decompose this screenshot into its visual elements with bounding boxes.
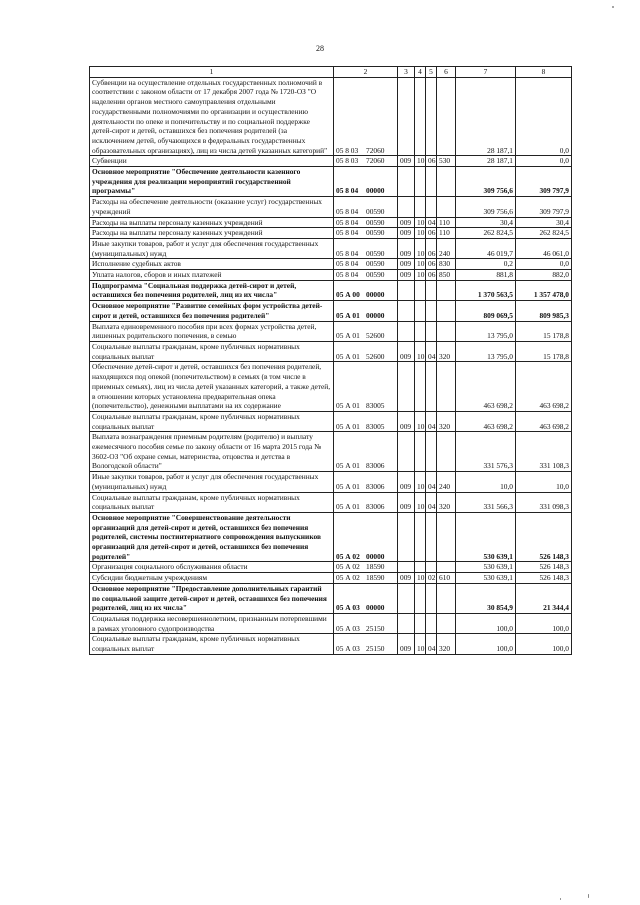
expense-type-cell: 320 [437,341,456,361]
amount-year1-cell: 809 069,5 [456,301,516,321]
expense-type-cell: 610 [437,573,456,584]
table-row [90,583,572,613]
expense-type-cell [437,280,456,300]
amount-year2-cell: 526 148,3 [516,562,572,573]
subsection-code-cell [426,301,437,321]
target-code-cell [334,411,398,431]
program-code: 05 А 01 [336,461,360,471]
row-name-cell: Социальная поддержка несовершеннолетним, признанным потерпевшими в рамках уголовного судопроизводства [90,613,334,633]
department-code-cell: 009 [398,573,415,584]
program-code: 05 А 03 [336,603,360,613]
target-code-cell [334,613,398,633]
section-code-cell [415,583,426,613]
amount-year2-cell: 309 797,9 [516,197,572,217]
scan-speck [560,898,561,900]
column-header: 1 [90,67,334,78]
table-row [90,613,572,633]
row-name-cell: Субсидии бюджетным учреждениям [90,573,334,584]
section-code-cell: 10 [415,217,426,228]
section-code-cell [415,280,426,300]
amount-year2-cell: 15 178,8 [516,341,572,361]
table-row [90,341,572,361]
target-code-cell [334,634,398,654]
target-code-cell [334,259,398,270]
row-name-cell: Расходы на выплаты персоналу казенных учреждений [90,228,334,239]
section-code-cell: 10 [415,270,426,281]
page-number: 28 [316,44,324,53]
target-code-cell [334,341,398,361]
row-name-cell: Субвенции на осуществление отдельных государственных полномочий в соответствии с законом области от 17 декабря 2007 года № 1720-ОЗ "О наделении органов местного самоуправления отдельными государственными полномочиями по организации и осуществлению деятельности по опеке и попечительству и по социальной поддержке детей-сирот и детей, оставшихся без попечения родителей (за исключением детей, обучающихся в федеральных государственных образовательных организациях), лиц из числа детей указанных категорий" [90,77,334,156]
amount-year2-cell: 0,0 [516,156,572,167]
amount-year2-cell: 331 108,3 [516,432,572,472]
column-header: 4 [415,67,426,78]
expense-type-cell [437,167,456,197]
target-code-cell [334,280,398,300]
table-row [90,77,572,156]
direction-code: 52600 [366,351,385,361]
amount-year1-cell: 530 639,1 [456,573,516,584]
row-name-cell: Основное мероприятие "Обеспечение деятельности казенного учреждения для реализации мероприятий государственной программы" [90,167,334,197]
department-code-cell: 009 [398,238,415,258]
direction-code: 00000 [366,603,385,613]
department-code-cell [398,613,415,633]
amount-year2-cell: 15 178,8 [516,321,572,341]
subsection-code-cell: 06 [426,238,437,258]
amount-year1-cell: 881,8 [456,270,516,281]
department-code-cell: 009 [398,341,415,361]
program-code: 05 8 04 [336,270,359,280]
program-code: 05 А 01 [336,310,360,320]
section-code-cell [415,362,426,412]
table-row [90,573,572,584]
amount-year1-cell: 28 187,1 [456,156,516,167]
program-code: 05 8 04 [336,248,359,258]
subsection-code-cell [426,280,437,300]
direction-code: 83005 [366,421,385,431]
direction-code: 52600 [366,331,385,341]
table-row [90,270,572,281]
row-name-cell: Субвенции [90,156,334,167]
subsection-code-cell: 06 [426,270,437,281]
amount-year2-cell: 463 698,2 [516,411,572,431]
amount-year2-cell: 526 148,3 [516,512,572,562]
column-header: 5 [426,67,437,78]
row-name-cell: Подпрограмма "Социальная поддержка детей-сирот и детей, оставшихся без попечения родителей, лиц из их числа" [90,280,334,300]
expense-type-cell [437,362,456,412]
department-code-cell: 009 [398,156,415,167]
direction-code: 00000 [366,290,385,300]
expense-type-cell [437,197,456,217]
row-name-cell: Расходы на выплаты персоналу казенных учреждений [90,217,334,228]
amount-year2-cell: 1 357 478,0 [516,280,572,300]
expense-type-cell: 320 [437,411,456,431]
direction-code: 00590 [366,228,385,238]
amount-year1-cell: 309 756,6 [456,167,516,197]
table-row [90,280,572,300]
table-header-row [90,67,572,78]
expense-type-cell: 240 [437,238,456,258]
expense-type-cell: 320 [437,634,456,654]
target-code-cell [334,472,398,492]
section-code-cell [415,321,426,341]
section-code-cell: 10 [415,472,426,492]
department-code-cell [398,362,415,412]
program-code: 05 А 03 [336,623,360,633]
amount-year2-cell: 30,4 [516,217,572,228]
direction-code: 18590 [366,573,385,583]
department-code-cell: 009 [398,492,415,512]
section-code-cell [415,167,426,197]
subsection-code-cell [426,432,437,472]
department-code-cell [398,432,415,472]
amount-year2-cell: 0,0 [516,77,572,156]
expense-type-cell [437,432,456,472]
table-row [90,167,572,197]
department-code-cell [398,197,415,217]
amount-year1-cell: 530 639,1 [456,562,516,573]
amount-year1-cell: 262 824,5 [456,228,516,239]
target-code-cell [334,562,398,573]
amount-year1-cell: 1 370 563,5 [456,280,516,300]
scan-speck [588,894,589,898]
subsection-code-cell [426,197,437,217]
program-code: 05 А 01 [336,421,360,431]
column-header: 6 [437,67,456,78]
section-code-cell: 10 [415,259,426,270]
program-code: 05 8 04 [336,217,359,227]
row-name-cell: Социальные выплаты гражданам, кроме публичных нормативных социальных выплат [90,492,334,512]
subsection-code-cell: 04 [426,634,437,654]
row-name-cell: Обеспечение детей-сирот и детей, оставшихся без попечения родителей, находящихся под опекой (попечительством) в семьях (в том числе в приемных семьях), лиц из числа детей указанных категорий, а также детей, в отношении которых установлена предварительная опека (попечительство), денежными выплатами на их содержание [90,362,334,412]
row-name-cell: Социальные выплаты гражданам, кроме публичных нормативных социальных выплат [90,341,334,361]
amount-year1-cell: 30,4 [456,217,516,228]
direction-code: 00590 [366,259,385,269]
section-code-cell [415,197,426,217]
table-row [90,259,572,270]
program-code: 05 8 04 [336,206,359,216]
row-name-cell: Выплата вознаграждения приемным родителям (родителю) и выплату ежемесячного пособия семье по закону области от 16 марта 2015 года № 3602-ОЗ "Об охране семьи, материнства, отцовства и детства в Вологодской области" [90,432,334,472]
expense-type-cell [437,583,456,613]
department-code-cell [398,512,415,562]
section-code-cell: 10 [415,228,426,239]
row-name-cell: Основное мероприятие "Совершенствование деятельности организаций для детей-сирот и детей, оставшихся без попечения родителей, системы постинтернатного сопровождения выпускников организаций для детей-сирот и детей, оставшихся без попечения родителей" [90,512,334,562]
subsection-code-cell: 06 [426,228,437,239]
direction-code: 83006 [366,481,385,491]
table-row [90,492,572,512]
expense-type-cell [437,562,456,573]
department-code-cell [398,167,415,197]
target-code-cell [334,228,398,239]
section-code-cell: 10 [415,492,426,512]
amount-year2-cell: 463 698,2 [516,362,572,412]
row-name-cell: Выплата единовременного пособия при всех формах устройства детей, лишенных родительского попечения, в семью [90,321,334,341]
department-code-cell: 009 [398,259,415,270]
target-code-cell [334,156,398,167]
table-row [90,321,572,341]
subsection-code-cell [426,613,437,633]
section-code-cell: 10 [415,156,426,167]
table-row [90,362,572,412]
subsection-code-cell: 04 [426,472,437,492]
table-row [90,238,572,258]
table-row [90,411,572,431]
section-code-cell: 10 [415,341,426,361]
subsection-code-cell [426,77,437,156]
section-code-cell [415,301,426,321]
target-code-cell [334,321,398,341]
amount-year1-cell: 100,0 [456,613,516,633]
amount-year2-cell: 809 985,3 [516,301,572,321]
target-code-cell [334,362,398,412]
department-code-cell [398,301,415,321]
expense-type-cell: 320 [437,492,456,512]
column-header: 3 [398,67,415,78]
program-code: 05 А 02 [336,573,360,583]
amount-year2-cell: 0,0 [516,259,572,270]
table-row [90,562,572,573]
program-code: 05 8 04 [336,259,359,269]
target-code-cell [334,583,398,613]
amount-year1-cell: 100,0 [456,634,516,654]
program-code: 05 А 00 [336,290,360,300]
section-code-cell: 10 [415,573,426,584]
column-header: 7 [456,67,516,78]
subsection-code-cell [426,512,437,562]
program-code: 05 А 03 [336,644,360,654]
amount-year2-cell: 882,0 [516,270,572,281]
program-code: 05 А 01 [336,401,360,411]
amount-year2-cell: 331 098,3 [516,492,572,512]
expense-type-cell [437,613,456,633]
row-name-cell: Основное мероприятие "Развитие семейных форм устройства детей-сирот и детей, оставшихся без попечения родителей" [90,301,334,321]
direction-code: 72060 [366,145,385,155]
section-code-cell: 10 [415,634,426,654]
program-code: 05 А 01 [336,502,360,512]
row-name-cell: Расходы на обеспечение деятельности (оказание услуг) государственных учреждений [90,197,334,217]
expense-type-cell: 240 [437,472,456,492]
amount-year1-cell: 28 187,1 [456,77,516,156]
subsection-code-cell [426,562,437,573]
target-code-cell [334,197,398,217]
row-name-cell: Социальные выплаты гражданам, кроме публичных нормативных социальных выплат [90,411,334,431]
row-name-cell: Иные закупки товаров, работ и услуг для обеспечения государственных (муниципальных) нужд [90,472,334,492]
table-row [90,301,572,321]
amount-year2-cell: 100,0 [516,634,572,654]
subsection-code-cell: 06 [426,156,437,167]
expense-type-cell [437,321,456,341]
amount-year2-cell: 21 344,4 [516,583,572,613]
program-code: 05 А 02 [336,551,360,561]
direction-code: 25150 [366,623,385,633]
table-row [90,634,572,654]
expense-type-cell [437,512,456,562]
subsection-code-cell [426,583,437,613]
expense-type-cell [437,77,456,156]
expense-type-cell: 530 [437,156,456,167]
amount-year1-cell: 46 019,7 [456,238,516,258]
direction-code: 25150 [366,644,385,654]
expense-type-cell [437,301,456,321]
amount-year1-cell: 13 795,0 [456,321,516,341]
department-code-cell [398,280,415,300]
subsection-code-cell: 04 [426,492,437,512]
amount-year1-cell: 463 698,2 [456,362,516,412]
department-code-cell: 009 [398,411,415,431]
target-code-cell [334,301,398,321]
target-code-cell [334,238,398,258]
program-code: 05 8 04 [336,186,359,196]
amount-year2-cell: 526 148,3 [516,573,572,584]
amount-year1-cell: 463 698,2 [456,411,516,431]
program-code: 05 А 02 [336,562,360,572]
amount-year1-cell: 331 576,3 [456,432,516,472]
table-row [90,512,572,562]
subsection-code-cell [426,167,437,197]
expense-type-cell: 110 [437,217,456,228]
direction-code: 00590 [366,217,385,227]
amount-year1-cell: 309 756,6 [456,197,516,217]
direction-code: 83005 [366,401,385,411]
department-code-cell: 009 [398,228,415,239]
department-code-cell: 009 [398,634,415,654]
target-code-cell [334,77,398,156]
section-code-cell [415,512,426,562]
direction-code: 00000 [366,551,385,561]
target-code-cell [334,270,398,281]
subsection-code-cell [426,362,437,412]
expense-type-cell: 850 [437,270,456,281]
program-code: 05 А 01 [336,481,360,491]
department-code-cell: 009 [398,270,415,281]
direction-code: 00590 [366,270,385,280]
target-code-cell [334,573,398,584]
direction-code: 83006 [366,461,385,471]
amount-year2-cell: 10,0 [516,472,572,492]
expense-type-cell: 110 [437,228,456,239]
direction-code: 00000 [366,186,385,196]
department-code-cell [398,77,415,156]
subsection-code-cell: 04 [426,217,437,228]
amount-year1-cell: 30 854,9 [456,583,516,613]
table-row [90,432,572,472]
table-row [90,197,572,217]
table-body [90,77,572,654]
amount-year2-cell: 309 797,9 [516,167,572,197]
amount-year1-cell: 0,2 [456,259,516,270]
section-code-cell: 10 [415,238,426,258]
program-code: 05 8 03 [336,156,359,166]
direction-code: 00590 [366,206,385,216]
amount-year2-cell: 100,0 [516,613,572,633]
amount-year1-cell: 13 795,0 [456,341,516,361]
table-row [90,228,572,239]
table-row [90,156,572,167]
budget-table [89,66,572,655]
row-name-cell: Исполнение судебных актов [90,259,334,270]
direction-code: 00000 [366,310,385,320]
subsection-code-cell: 04 [426,411,437,431]
program-code: 05 А 01 [336,351,360,361]
department-code-cell: 009 [398,472,415,492]
row-name-cell: Организация социального обслуживания области [90,562,334,573]
column-header: 2 [334,67,398,78]
expense-type-cell: 830 [437,259,456,270]
table-row [90,217,572,228]
amount-year2-cell: 262 824,5 [516,228,572,239]
subsection-code-cell: 04 [426,341,437,361]
department-code-cell: 009 [398,217,415,228]
amount-year1-cell: 10,0 [456,472,516,492]
section-code-cell [415,562,426,573]
subsection-code-cell: 02 [426,573,437,584]
direction-code: 83006 [366,502,385,512]
row-name-cell: Основное мероприятие "Предоставление дополнительных гарантий по социальной защите детей-сирот и детей, оставшихся без попечения родителей, лиц из их числа" [90,583,334,613]
row-name-cell: Уплата налогов, сборов и иных платежей [90,270,334,281]
program-code: 05 8 04 [336,228,359,238]
program-code: 05 8 03 [336,145,359,155]
program-code: 05 А 01 [336,331,360,341]
target-code-cell [334,217,398,228]
subsection-code-cell [426,321,437,341]
row-name-cell: Иные закупки товаров, работ и услуг для обеспечения государственных (муниципальных) нужд [90,238,334,258]
department-code-cell [398,321,415,341]
amount-year1-cell: 331 566,3 [456,492,516,512]
direction-code: 72060 [366,156,385,166]
row-name-cell: Социальные выплаты гражданам, кроме публичных нормативных социальных выплат [90,634,334,654]
target-code-cell [334,167,398,197]
column-header: 8 [516,67,572,78]
department-code-cell [398,562,415,573]
target-code-cell [334,432,398,472]
direction-code: 18590 [366,562,385,572]
scan-speck [612,6,614,8]
section-code-cell [415,77,426,156]
amount-year2-cell: 46 061,0 [516,238,572,258]
department-code-cell [398,583,415,613]
target-code-cell [334,512,398,562]
amount-year1-cell: 530 639,1 [456,512,516,562]
target-code-cell [334,492,398,512]
subsection-code-cell: 06 [426,259,437,270]
direction-code: 00590 [366,248,385,258]
table-row [90,472,572,492]
section-code-cell: 10 [415,411,426,431]
section-code-cell [415,432,426,472]
section-code-cell [415,613,426,633]
